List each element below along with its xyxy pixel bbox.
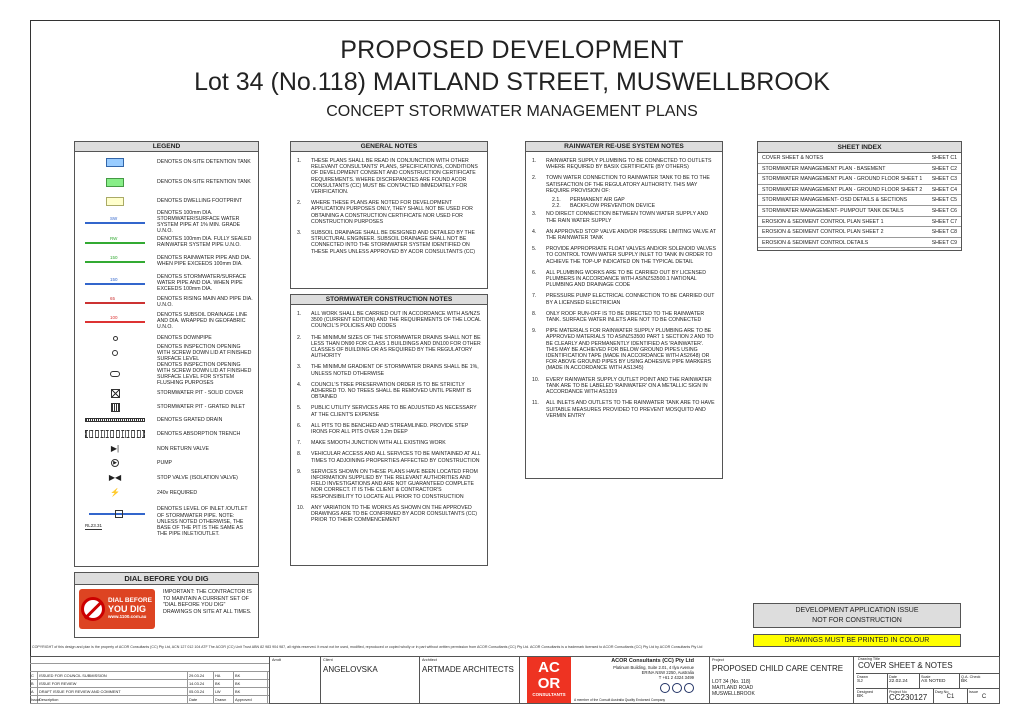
note-item xyxy=(526,326,722,374)
sheet-index-row xyxy=(758,206,961,217)
note-number: 1. xyxy=(297,311,302,317)
revision-cell: HA xyxy=(214,672,234,679)
subsoil-drain-symbol xyxy=(79,310,151,332)
drawing-number-label: Dwg No xyxy=(935,690,949,694)
sheet-index-row xyxy=(758,217,961,228)
date-value: 22.02.24 xyxy=(889,679,908,684)
note-text: NO DIRECT CONNECTION BETWEEN TOWN WATER SUPPLY AND THE RAIN WATER SUPPLY xyxy=(546,211,709,224)
revision-cell: Description xyxy=(38,696,188,703)
note-item xyxy=(291,421,487,438)
legend-symbol-label: SW xyxy=(110,216,118,221)
note-item xyxy=(526,244,722,268)
revision-cell: Date xyxy=(188,696,214,703)
qa-label: Q.A. Check xyxy=(961,675,981,679)
architect-cell xyxy=(420,656,520,704)
note-item xyxy=(291,156,487,198)
revision-cell: DRAFT ISSUE FOR REVIEW AND COMMENT xyxy=(38,688,188,695)
copyright-note: COPYRIGHT of this design and plan is the property of ACOR Consultants (CC) Pty Ltd, ACN 127 012 104 ATF The ACOR (CC) Unit Trust ABN 82 983 904 987, all rights reserved. It must not be used, modified, reproduced or copied wholly or in part without written permission from ACOR Consultants (CC) Pty Ltd. ACOR Consultants is a trademark licensed to ACOR Consultants (CC) Pty Ltd by ACOR Consultants Pty Ltd xyxy=(32,645,703,649)
sheet-title: STORMWATER MANAGEMENT- PUMPOUT TANK DETAILS xyxy=(762,207,904,214)
revision-cell: B xyxy=(30,680,38,687)
note-item xyxy=(526,156,722,173)
rainwater-notes-header: RAINWATER RE-USE SYSTEM NOTES xyxy=(526,142,722,152)
note-item xyxy=(291,198,487,228)
dwelling-footprint-symbol xyxy=(79,192,151,210)
note-item xyxy=(291,380,487,404)
note-number: 3. xyxy=(297,364,302,371)
note-item xyxy=(291,503,487,527)
revision-cell: Issue xyxy=(31,697,41,702)
rising-main-symbol xyxy=(79,294,151,310)
company-info xyxy=(576,658,694,693)
sub-note-text: PERMANENT AIR GAP xyxy=(570,197,625,204)
legend-text: STOP VALVE (ISOLATION VALVE) xyxy=(157,474,238,481)
dial-logo-text1: DIAL BEFORE xyxy=(108,597,152,604)
sheet-title: EROSION & SEDIMENT CONTROL DETAILS xyxy=(762,239,869,246)
acor-logo-bottom: OR xyxy=(537,675,561,692)
general-notes-panel xyxy=(290,141,488,289)
legend-item xyxy=(75,362,258,386)
sheet-index-row xyxy=(758,153,961,164)
note-number: 2. xyxy=(532,175,537,182)
legend-symbol-label: 65 xyxy=(110,296,116,301)
sheet-title: STORMWATER MANAGEMENT PLAN - GROUND FLOOR SHEET 1 xyxy=(762,176,923,183)
note-item xyxy=(526,173,722,197)
legend-text: DENOTES DWELLING FOOTPRINT xyxy=(157,197,243,204)
note-item xyxy=(291,362,487,379)
legend-item xyxy=(75,344,258,362)
company-address1: Platinum Building, Suite 2.01, 4 Ilya Avenue xyxy=(613,665,694,670)
flushing-inspection-icon xyxy=(79,362,151,386)
project-lot: LOT 34 (No. 118) xyxy=(712,679,751,685)
no-dig-icon xyxy=(81,597,105,621)
revision-row xyxy=(30,688,269,696)
legend-text: DENOTES STORMWATER/SURFACE WATER PIPE AND DIA. WHEN PIPE EXCEEDS 100mm DIA. xyxy=(157,273,247,293)
pipe-level-symbol xyxy=(79,500,151,544)
sheet-index-header: SHEET INDEX xyxy=(758,142,961,153)
sheet-title: STORMWATER MANAGEMENT- OSD DETAILS & SECTIONS xyxy=(762,197,908,204)
legend-text: DENOTES INSPECTION OPENING WITH SCREW DOWN LID AT FINISHED SURFACE LEVEL xyxy=(157,343,252,363)
note-text: PIPE MATERIALS FOR RAINWATER SUPPLY PLUMBING ARE TO BE APPROVED MATERIALS TO AS/NZS3500 PART 1 SECTION 2 AND TO BE CLEARLY AND PERMANENTLY IDENTIFIED AS 'RAINWATER'. THIS MAY BE ACHIEVED FOR BELOW GROUND PIPES USING IDENTIFICATION TAPE (MADE IN ACCORDANCE WITH AS2648) OR FOR ABOVE GROUND PIPES BY USING ADHESIVE PIPE MARKERS (MADE IN ACCORDANCE WITH AS1345) xyxy=(546,328,714,372)
construction-notes-header: STORMWATER CONSTRUCTION NOTES xyxy=(291,295,487,305)
designed-value: BK xyxy=(857,694,864,699)
revision-cell: 29.03.24 xyxy=(188,672,214,679)
legend-text: DENOTES LEVEL OF INLET /OUTLET OF STORMWATER PIPE. NOTE: UNLESS NOTED OTHERWISE, THE BASE OF THE PIT IS THE SAME AS THE PIPE INLET/OUTLET. xyxy=(157,506,248,538)
client-label: Client xyxy=(323,658,333,662)
rainwater-notes-panel xyxy=(525,141,723,479)
company-address2: ERINA NSW 2250, Australia xyxy=(641,670,694,676)
acor-logo xyxy=(527,657,571,703)
note-item xyxy=(291,309,487,333)
absorption-trench-symbol xyxy=(79,426,151,442)
sheet-index-row xyxy=(758,238,961,249)
note-text: ALL WORK SHALL BE CARRIED OUT IN ACCORDANCE WITH AS/NZS 3500 (CURRENT EDITION) AND THE REQUIREMENTS OF THE LOCAL COUNCIL'S POLICIES AND CODES xyxy=(311,311,481,330)
revision-cell: 14.03.24 xyxy=(188,680,214,687)
note-item xyxy=(526,268,722,292)
note-item xyxy=(291,403,487,420)
qa-value: BK xyxy=(961,679,968,684)
project-number-label: Project No xyxy=(889,690,907,694)
note-number: 11. xyxy=(532,400,539,407)
designed-label: Designed xyxy=(857,690,874,694)
note-text: EVERY RAINWATER SUPPLY OUTLET POINT AND THE RAINWATER TANK ARE TO BE LABELED 'RAINWATER' ON A METALLIC SIGN IN ACCORDANCE WITH AS1319 xyxy=(546,376,712,396)
legend-text: DENOTES ON-SITE RETENTION TANK xyxy=(157,178,251,185)
legend-text: DENOTES GRATED DRAIN xyxy=(157,416,223,423)
legend-item xyxy=(75,294,258,310)
note-text: ALL PITS TO BE BENCHED AND STREAMLINED. PROVIDE STEP IRONS FOR ALL PITS OVER 1.2m DEEP xyxy=(311,422,469,436)
note-text: VEHICULAR ACCESS AND ALL SERVICES TO BE MAINTAINED AT ALL TIMES TO ADJOINING PROPERTIES AFFECTED BY CONSTRUCTION xyxy=(311,451,481,464)
note-number: 7. xyxy=(297,440,302,447)
sheet-number: SHEET C4 xyxy=(931,186,957,193)
da-issue-box xyxy=(753,603,961,628)
project-label: Project xyxy=(712,658,724,662)
project-town: MUSWELLBROOK xyxy=(712,691,755,697)
amdt-label: Amdt xyxy=(272,658,281,662)
note-number: 5. xyxy=(297,405,302,412)
legend-symbol-label: 150 xyxy=(110,255,118,260)
rainwater-pipe-symbol xyxy=(79,234,151,250)
legend-item xyxy=(75,272,258,294)
sub-note-text: BACKFLOW PREVENTION DEVICE xyxy=(570,203,656,210)
certification-icon xyxy=(684,683,694,693)
sheet-index-row xyxy=(758,185,961,196)
note-item xyxy=(526,375,722,399)
revision-cell: Drawn xyxy=(214,696,234,703)
legend-item xyxy=(75,234,258,250)
note-text: MAKE SMOOTH JUNCTION WITH ALL EXISTING WORK xyxy=(311,440,446,447)
date-label: Date xyxy=(889,675,898,679)
note-text: PRESSURE PUMP ELECTRICAL CONNECTION TO BE CARRIED OUT BY A LICENSED ELECTRICIAN xyxy=(546,293,715,306)
retention-tank-symbol xyxy=(79,172,151,192)
company-tagline: A member of the Consult Australia Quality Endorsed Company xyxy=(574,698,666,702)
acor-logo-consultants: CONSULTANTS xyxy=(532,692,566,697)
revision-row xyxy=(30,680,269,688)
revision-cell: BK xyxy=(234,672,268,679)
revision-cell: BK xyxy=(214,680,234,687)
non-return-valve-icon: ▶| xyxy=(110,444,120,453)
note-text: SUBSOIL DRAINAGE SHALL BE DESIGNED AND DETAILED BY THE STRUCTURAL ENGINEER. SUBSOIL DRAINAGE SHALL NOT BE CONNECTED INTO THE STORMWATER SYSTEM IDENTIFIED ON THESE PLANS UNLESS APPROVED BY ACOR CONSULTANTS (CC) xyxy=(311,230,476,255)
revision-empty-row xyxy=(30,664,269,672)
power-240v-icon: ⚡ xyxy=(110,488,120,497)
issue-value: C xyxy=(981,694,987,700)
stormwater-pipe-dia-symbol xyxy=(79,272,151,294)
revision-row xyxy=(30,672,269,680)
legend-item xyxy=(75,310,258,332)
dial-logo-text3: www.1100.com.au xyxy=(108,614,147,619)
stormwater-pipe-symbol xyxy=(79,210,151,234)
legend-symbol-label: 100 xyxy=(110,315,118,320)
note-text: ONLY ROOF RUN-OFF IS TO BE DIRECTED TO THE RAINWATER TANK. SURFACE WATER INLETS ARE NOT TO BE CONNECTED xyxy=(546,310,705,324)
legend-panel xyxy=(74,141,259,567)
note-number: 3. xyxy=(532,211,537,218)
note-item xyxy=(526,291,722,308)
note-text: RAINWATER SUPPLY PLUMBING TO BE CONNECTED TO OUTLETS WHERE REQUIRED BY BASIX CERTIFICATE (BY OTHERS) xyxy=(546,158,712,171)
note-number: 5. xyxy=(532,246,537,253)
drawing-title: COVER SHEET & NOTES xyxy=(858,661,953,670)
page-title-line1: PROPOSED DEVELOPMENT xyxy=(340,36,684,64)
legend-symbol-label: RW xyxy=(110,236,118,241)
sheet-title: EROSION & SEDIMENT CONTROL PLAN SHEET 1 xyxy=(762,218,884,225)
sheet-number: SHEET C1 xyxy=(931,155,957,161)
legend-text: DENOTES 100mm DIA. STORMWATER/SURFACE WATER SYSTEM PIPE AT 1% MIN. GRADE U.N.O. xyxy=(157,209,241,235)
note-number: 9. xyxy=(532,328,537,335)
quality-endorsed-icon xyxy=(672,683,682,693)
sub-note-number: 2.2. xyxy=(552,203,561,210)
grated-drain-symbol xyxy=(79,414,151,426)
legend-text: STORMWATER PIT - GRATED INLET xyxy=(157,403,246,410)
drawing-title-cell xyxy=(856,656,1000,704)
sheet-index-row xyxy=(758,174,961,185)
sheet-index-row xyxy=(758,195,961,206)
note-text: THE MINIMUM GRADIENT OF STORMWATER DRAINS SHALL BE 1%, UNLESS NOTED OTHERWISE xyxy=(311,364,479,377)
legend-item xyxy=(75,456,258,470)
client-cell xyxy=(320,656,420,704)
sub-note-number: 2.1. xyxy=(552,197,561,204)
legend-item xyxy=(75,414,258,426)
pit-solid-cover-icon xyxy=(79,386,151,400)
revision-cell: C xyxy=(30,672,38,679)
note-number: 7. xyxy=(532,293,537,300)
sheet-index-row xyxy=(758,164,961,175)
drawing-number: C1 xyxy=(946,694,955,700)
note-text: PROVIDE APPROPRIATE FLOAT VALVES AND/OR SOLENOID VALVES TO CONTROL TOWN WATER SUPPLY INLET TO TANK IN ORDER TO ACHIEVE THE TOP-UP INDICATED ON THE TYPICAL DETAIL xyxy=(546,246,716,265)
legend-item xyxy=(75,426,258,442)
legend-item xyxy=(75,442,258,456)
inspection-opening-icon xyxy=(79,344,151,362)
note-item xyxy=(291,438,487,449)
revision-cell: LW xyxy=(214,688,234,695)
general-notes-header: GENERAL NOTES xyxy=(291,142,487,152)
consult-australia-icon xyxy=(660,683,670,693)
rainwater-pipe-dia-symbol xyxy=(79,250,151,272)
note-text: AN APPROVED STOP VALVE AND/OR PRESSURE LIMITING VALVE AT THE RAINWATER TANK xyxy=(546,228,716,242)
note-number: 9. xyxy=(297,468,302,475)
dial-header: DIAL BEFORE YOU DIG xyxy=(75,573,258,585)
note-text: ALL PLUMBING WORKS ARE TO BE CARRIED OUT BY LICENSED PLUMBERS IN ACCORDANCE WITH AS/NZS3500.1 NATIONAL PLUMBING AND DRAINAGE CODE xyxy=(546,269,706,289)
revision-cell: BK xyxy=(234,680,268,687)
stop-valve-icon: ▶◀ xyxy=(108,473,122,482)
legend-text: DENOTES ON-SITE DETENTION TANK xyxy=(157,158,251,165)
note-text: THE MINIMUM SIZES OF THE STORMWATER DRAINS SHALL NOT BE LESS THAN DN90 FOR CLASS 1 BUILDINGS AND DN100 FOR OTHER CLASSES OF BUILDING OR AS REQUIRED BY THE REGULATORY AUTHORITY xyxy=(311,334,481,360)
legend-item xyxy=(75,500,258,544)
note-number: 3. xyxy=(297,230,302,237)
note-text: PUBLIC UTILITY SERVICES ARE TO BE ADJUSTED AS NECESSARY AT THE CLIENT'S EXPENSE xyxy=(311,405,477,418)
note-text: COUNCIL'S TREE PRESERVATION ORDER IS TO BE STRICTLY ADHERED TO. NO TREES SHALL BE REMOVED UNTIL PERMIT IS OBTAINED xyxy=(311,381,472,401)
revision-cell: 05.03.24 xyxy=(188,688,214,695)
legend-text: STORMWATER PIT - SOLID COVER xyxy=(157,389,244,396)
sheet-title: EROSION & SEDIMENT CONTROL PLAN SHEET 2 xyxy=(762,229,884,236)
sheet-title: STORMWATER MANAGEMENT PLAN - BASEMENT xyxy=(762,165,886,172)
note-text: ALL INLETS AND OUTLETS TO THE RAINWATER TANK ARE TO HAVE SUITABLE MEASURES PROVIDED TO PREVENT MOSQUITO AND VERMIN ENTRY xyxy=(546,400,715,419)
sheet-number: SHEET C9 xyxy=(931,239,957,246)
sheet-number: SHEET C3 xyxy=(931,176,957,183)
revision-cell: ISSUED FOR COUNCIL SUBMISSION xyxy=(38,672,188,679)
note-text: WHERE THESE PLANS ARE NOTED FOR DEVELOPMENT APPLICATION PURPOSES ONLY, THEY SHALL NOT BE USED FOR OBTAINING A CONSTRUCTION CERTIFICATE NOR USED FOR CONSTRUCTION PURPOSES xyxy=(311,200,473,225)
revision-empty-row xyxy=(30,656,269,664)
note-number: 6. xyxy=(297,422,302,429)
revision-cell: BK xyxy=(234,688,268,695)
note-text: THESE PLANS SHALL BE READ IN CONJUNCTION WITH OTHER RELEVANT CONSULTANTS' PLANS, SPECIFICATIONS, CONDITIONS OF DEVELOPMENT CONSENT AND CONSTRUCTION CERTIFICATE REQUIREMENTS. WHERE DISCREPANCIES ARE FOUND ACOR CONSULTANTS (CC) MUST BE CONTACTED IMMEDIATELY FOR VERIFICATION. xyxy=(311,158,478,196)
note-number: 4. xyxy=(297,381,302,388)
legend-item xyxy=(75,470,258,486)
company-phone: T +61 2 4324 3499 xyxy=(658,675,694,681)
note-number: 10. xyxy=(532,376,540,383)
drawn-value: SJ xyxy=(857,679,863,684)
legend-item xyxy=(75,386,258,400)
drawn-label: Drawn xyxy=(857,675,868,679)
sheet-number: SHEET C8 xyxy=(931,229,957,236)
dial-logo-text2: YOU DIG xyxy=(108,604,147,614)
company-name: ACOR Consultants (CC) Pty Ltd xyxy=(611,658,694,664)
da-issue-line1: DEVELOPMENT APPLICATION ISSUE xyxy=(795,607,919,614)
legend-item xyxy=(75,332,258,344)
legend-text: DENOTES DOWNPIPE xyxy=(157,334,212,341)
revision-header-row xyxy=(30,696,269,704)
sheet-number: SHEET C5 xyxy=(931,197,957,204)
note-number: 2. xyxy=(297,334,302,341)
pump-icon: ▶ xyxy=(79,456,151,470)
dial-text: IMPORTANT: THE CONTRACTOR IS TO MAINTAIN A CURRENT SET OF "DIAL BEFORE YOU DIG" DRAWINGS ON SITE AT ALL TIMES. xyxy=(163,589,252,615)
note-item xyxy=(526,309,722,326)
print-colour-banner: DRAWINGS MUST BE PRINTED IN COLOUR xyxy=(753,634,961,647)
note-number: 10. xyxy=(297,504,305,511)
project-number: CC230127 xyxy=(889,693,928,702)
legend-text: DENOTES INSPECTION OPENING WITH SCREW DOWN LID AT FINISHED SURFACE LEVEL FOR SYSTEM FLUSHING PURPOSES xyxy=(157,361,252,387)
legend-text: DENOTES ABSORPTION TRENCH xyxy=(157,430,241,437)
project-cell xyxy=(709,656,854,704)
legend-header: LEGEND xyxy=(75,142,258,152)
legend-item xyxy=(75,400,258,414)
legend-text: 240v REQUIRED xyxy=(157,489,198,496)
scale-label: Scale xyxy=(921,675,931,679)
sheet-number: SHEET C7 xyxy=(931,218,957,225)
note-number: 6. xyxy=(532,269,537,276)
legend-text: NON RETURN VALVE xyxy=(157,445,209,452)
drawing-title-label: Drawing Title xyxy=(858,657,880,661)
note-number: 1. xyxy=(532,158,537,164)
revision-cell: A xyxy=(30,688,38,695)
legend-text: DENOTES RISING MAIN AND PIPE DIA. U.N.O. xyxy=(157,295,253,308)
issue-label: Issue xyxy=(969,690,979,694)
client-name: ANGELOVSKA xyxy=(323,665,378,674)
legend-text: PUMP xyxy=(157,459,172,466)
note-text: TOWN WATER CONNECTION TO RAINWATER TANK TO BE TO THE SATISFACTION OF THE REGULATORY AUTHORITY. THIS MAY REQUIRE PROVISION OF: xyxy=(546,175,710,194)
scale-value: AS NOTED xyxy=(921,679,946,684)
downpipe-icon xyxy=(79,332,151,344)
legend-item xyxy=(75,152,258,172)
revision-cell: Approved xyxy=(234,696,268,703)
sheet-index-panel xyxy=(757,141,962,251)
note-number: 8. xyxy=(532,310,537,317)
legend-item xyxy=(75,172,258,192)
architect-label: Architect xyxy=(422,658,437,662)
sheet-index-row xyxy=(758,227,961,238)
legend-text: DENOTES SUBSOIL DRAINAGE LINE AND DIA. WRAPPED IN GEOFABRIC U.N.O. xyxy=(157,311,248,331)
legend-item xyxy=(75,486,258,500)
note-item xyxy=(291,467,487,503)
page-title-line2: Lot 34 (No.118) MAITLAND STREET, MUSWELLBROOK xyxy=(194,68,830,96)
note-item xyxy=(526,398,722,422)
da-issue-line2: NOT FOR CONSTRUCTION xyxy=(812,617,902,624)
sheet-number: SHEET C6 xyxy=(931,207,957,214)
legend-text: DENOTES RAINWATER PIPE AND DIA. WHEN PIPE EXCEEDS 100mm DIA. xyxy=(157,254,251,267)
architect-name: ARTMADE ARCHITECTS xyxy=(422,665,514,674)
note-number: 8. xyxy=(297,451,302,458)
revision-table xyxy=(30,656,270,704)
legend-symbol-label: 150 xyxy=(110,277,118,282)
note-item xyxy=(291,449,487,466)
note-item xyxy=(526,209,722,226)
note-number: 2. xyxy=(297,200,302,207)
sheet-title: STORMWATER MANAGEMENT PLAN - GROUND FLOOR SHEET 2 xyxy=(762,186,923,193)
note-text: SERVICES SHOWN ON THESE PLANS HAVE BEEN LOCATED FROM INFORMATION SUPPLIED BY THE RELEVANT AUTHORITIES AND FIELD INVESTIGATIONS AND ARE NOT GUARANTEED COMPLETE NOR CORRECT. IT IS THE CLIENT & CONTRACTOR'S RESPONSIBILITY TO LOCATE ALL PRIOR TO CONSTRUCTION xyxy=(311,468,478,500)
note-number: 1. xyxy=(297,158,302,164)
dial-panel xyxy=(74,572,259,638)
construction-notes-panel xyxy=(290,294,488,566)
project-street: MAITLAND ROAD xyxy=(712,685,754,691)
legend-item xyxy=(75,250,258,272)
note-item xyxy=(291,333,487,363)
page-subtitle: CONCEPT STORMWATER MANAGEMENT PLANS xyxy=(326,103,698,120)
legend-symbol-label: RL23.31 xyxy=(85,523,102,530)
sheet-title: COVER SHEET & NOTES xyxy=(762,155,824,161)
note-text: ANY VARIATION TO THE WORKS AS SHOWN ON THE APPROVED DRAWINGS ARE TO BE CONFIRMED BY ACOR CONSULTANTS (CC) PRIOR TO THEIR COMMENCEMENT xyxy=(311,504,477,524)
note-number: 4. xyxy=(532,228,537,235)
project-name: PROPOSED CHILD CARE CENTRE xyxy=(712,664,844,673)
pit-grated-inlet-icon xyxy=(79,400,151,414)
revision-cell: ISSUE FOR REVIEW xyxy=(38,680,188,687)
legend-text: DENOTES 100mm DIA. FULLY SEALED RAINWATER SYSTEM PIPE U.N.O. xyxy=(157,235,252,248)
legend-item xyxy=(75,192,258,210)
dial-logo xyxy=(79,589,155,629)
acor-logo-top: AC xyxy=(538,659,560,676)
legend-item xyxy=(75,210,258,234)
note-item xyxy=(526,227,722,244)
note-item xyxy=(291,228,487,258)
detention-tank-symbol xyxy=(79,152,151,172)
sheet-number: SHEET C2 xyxy=(931,165,957,172)
